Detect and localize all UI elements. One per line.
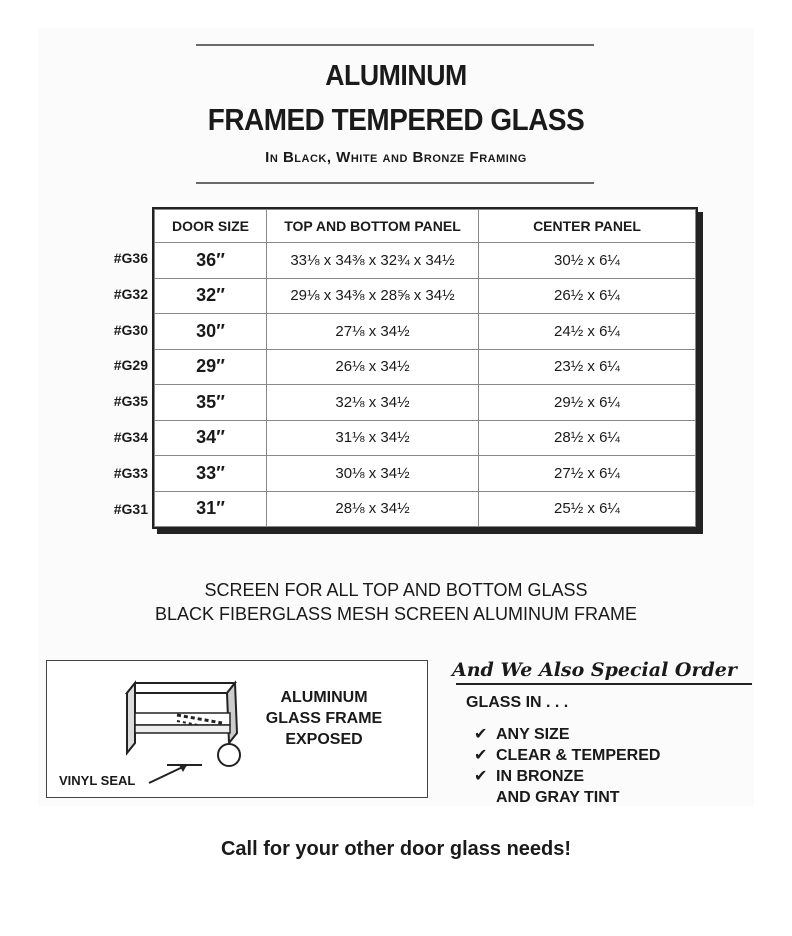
door-size-cell: 29″ — [155, 349, 267, 385]
column-header-center-panel: CENTER PANEL — [479, 210, 696, 243]
call-to-action: Call for your other door glass needs! — [220, 838, 572, 860]
top-divider — [196, 44, 594, 46]
product-code: #G33 — [113, 464, 148, 481]
table-row — [155, 278, 696, 314]
table-row — [155, 420, 696, 456]
frame-label-line-2: GLASS FRAME — [265, 710, 383, 727]
glass-size-table — [152, 207, 698, 529]
product-code: #G34 — [113, 428, 148, 445]
door-size-cell: 30″ — [155, 314, 267, 350]
table-row — [155, 385, 696, 421]
special-order-underline — [456, 683, 752, 685]
top-bottom-panel-cell: 32⅛ x 34½ — [267, 385, 479, 421]
center-panel-cell: 30½ x 6¼ — [479, 243, 696, 279]
frame-label-line-1: ALUMINUM — [280, 689, 368, 706]
check-icon: ✔ — [474, 768, 488, 785]
product-code: #G36 — [113, 250, 148, 266]
center-panel-cell: 26½ x 6¼ — [479, 278, 696, 314]
list-item — [474, 766, 660, 787]
center-panel-cell: 23½ x 6¼ — [479, 349, 696, 385]
top-bottom-panel-cell: 27⅛ x 34½ — [267, 314, 479, 350]
option-label: CLEAR & TEMPERED — [496, 747, 661, 764]
frame-label-line-3: EXPOSED — [285, 731, 363, 748]
list-item — [474, 745, 660, 766]
center-panel-cell: 28½ x 6¼ — [479, 420, 696, 456]
product-codes — [96, 241, 148, 527]
screen-note-line-2: BLACK FIBERGLASS MESH SCREEN ALUMINUM FRAME — [154, 604, 638, 624]
top-bottom-panel-cell: 26⅛ x 34½ — [267, 349, 479, 385]
special-order-heading: And We Also Special Order — [452, 659, 737, 681]
top-bottom-panel-cell: 33⅛ x 34⅜ x 32¾ x 34½ — [267, 243, 479, 279]
door-size-cell: 36″ — [155, 243, 267, 279]
option-label: IN BRONZE — [496, 768, 584, 785]
screen-note-line-1: SCREEN FOR ALL TOP AND BOTTOM GLASS — [204, 580, 588, 600]
table-row — [155, 456, 696, 492]
column-header-top-bottom-panel: TOP AND BOTTOM PANEL — [267, 210, 479, 243]
top-bottom-panel-cell: 29⅛ x 34⅜ x 28⅝ x 34½ — [267, 278, 479, 314]
center-panel-cell: 27½ x 6¼ — [479, 456, 696, 492]
door-size-cell: 34″ — [155, 420, 267, 456]
top-bottom-panel-cell: 30⅛ x 34½ — [267, 456, 479, 492]
glass-in-intro: GLASS IN . . . — [466, 694, 569, 711]
product-code: #G32 — [113, 285, 148, 302]
door-size-cell: 31″ — [155, 491, 267, 527]
top-bottom-panel-cell: 31⅛ x 34½ — [267, 420, 479, 456]
subtitle: In Black, White and Bronze Framing — [265, 149, 527, 166]
frame-diagram-box — [46, 660, 428, 798]
list-item — [474, 724, 660, 745]
option-continuation: AND GRAY TINT — [496, 789, 620, 806]
product-code: #G35 — [113, 393, 148, 410]
frame-label — [259, 687, 389, 750]
title-line-2: FRAMED TEMPERED GLASS — [207, 102, 585, 137]
product-code: #G31 — [113, 500, 148, 517]
center-panel-cell: 29½ x 6¼ — [479, 385, 696, 421]
special-order-options — [474, 724, 660, 808]
product-code: #G30 — [113, 321, 148, 338]
option-label: ANY SIZE — [496, 726, 570, 743]
door-size-cell: 35″ — [155, 385, 267, 421]
check-icon: ✔ — [474, 726, 488, 743]
table-row — [155, 491, 696, 527]
product-code: #G29 — [113, 357, 148, 374]
table-row — [155, 314, 696, 350]
door-size-cell: 32″ — [155, 278, 267, 314]
column-header-door-size: DOOR SIZE — [155, 210, 267, 243]
center-panel-cell: 25½ x 6¼ — [479, 491, 696, 527]
vinyl-seal-label: VINYL SEAL — [59, 773, 136, 788]
table-row — [155, 349, 696, 385]
check-icon: ✔ — [474, 747, 488, 764]
table-row — [155, 243, 696, 279]
center-panel-cell: 24½ x 6¼ — [479, 314, 696, 350]
top-bottom-panel-cell: 28⅛ x 34½ — [267, 491, 479, 527]
door-size-cell: 33″ — [155, 456, 267, 492]
subtitle-divider — [196, 182, 594, 184]
table-header-row — [155, 210, 696, 243]
title-line-1: ALUMINUM — [325, 60, 467, 92]
arrow-icon — [147, 757, 207, 787]
